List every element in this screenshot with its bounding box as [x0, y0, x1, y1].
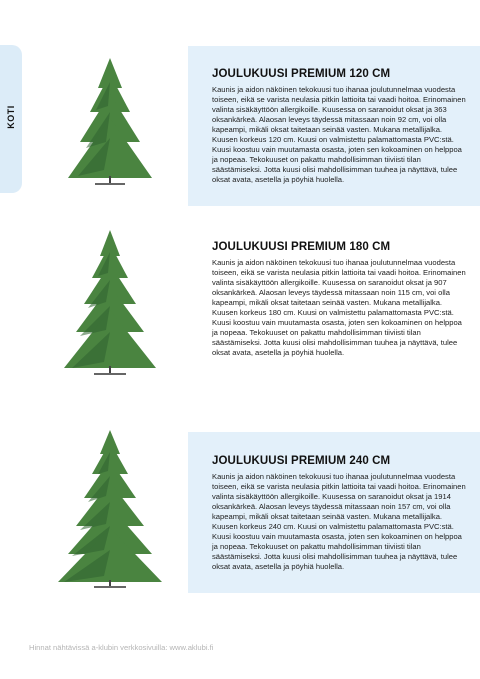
product-description-120: Kaunis ja aidon näköinen tekokuusi tuo ihanaa joulutunnelmaa vuodesta toiseen, eikä se varista neulasia pitkin lattioita tai vaadi hoitoa. Erinomainen valinta sisäkäyttöön allergikoille. Kuusessa on saranoidut oksat ja 363 oksankärkeä. Alaosan leveys täydessä mitassaan noin 92 cm, voi olla kapeampi, mikäli oksat taitetaan seinää vasten. Mukana metallijalka. Kuusen korkeus 120 cm. Kuusi on valmistettu palamattomasta PVC:stä. Kuusi koostuu vain muutamasta osasta, joten sen kokoaminen on helppoa ja nopeaa. Tekokuuset on pakattu mahdollisimman tiiviisti tilan säästämiseksi. Jotta kuusi olisi mahdollisimman tuuhea ja näyttävä, tulee oksat avata, asetella ja pöyhiä huolella.	[212, 85, 466, 184]
product-title-120: JOULUKUUSI PREMIUM 120 CM	[212, 68, 391, 80]
tree-180-image	[50, 228, 170, 378]
product-title-240: JOULUKUUSI PREMIUM 240 CM	[212, 455, 391, 467]
side-tab-label: KOTI	[6, 105, 16, 129]
product-title-180: JOULUKUUSI PREMIUM 180 CM	[212, 241, 391, 253]
product-description-180: Kaunis ja aidon näköinen tekokuusi tuo ihanaa joulutunnelmaa vuodesta toiseen, eikä se varista neulasia pitkin lattioita tai vaadi hoitoa. Erinomainen valinta sisäkäyttöön allergikoille. Kuusessa on saranoidut oksat ja 907 oksankärkeä. Alaosan leveys täydessä mitassaan noin 115 cm, voi olla kapeampi, mikäli oksat taitetaan seinää vasten. Mukana metallijalka. Kuusen korkeus 180 cm. Kuusi on valmistettu palamattomasta PVC:stä. Kuusi koostuu vain muutamasta osasta, joten sen kokoaminen on helppoa ja nopeaa. Tekokuuset on pakattu mahdollisimman tiiviisti tilan säästämiseksi. Jotta kuusi olisi mahdollisimman tuuhea ja näyttävä, tulee oksat avata, asetella ja pöyhiä huolella.	[212, 258, 466, 357]
tree-120-image	[50, 52, 170, 187]
product-description-240: Kaunis ja aidon näköinen tekokuusi tuo ihanaa joulutunnelmaa vuodesta toiseen, eikä se varista neulasia pitkin lattioita tai vaadi hoitoa. Erinomainen valinta sisäkäyttöön allergikoille. Kuusessa on saranoidut oksat ja 1914 oksankärkeä. Alaosan leveys täydessä mitassaan noin 157 cm, voi olla kapeampi, mikäli oksat taitetaan seinää vasten. Mukana metallijalka. Kuusen korkeus 240 cm. Kuusi on valmistettu palamattomasta PVC:stä. Kuusi koostuu vain muutamasta osasta, joten sen kokoaminen on helppoa ja nopeaa. Tekokuuset on pakattu mahdollisimman tiiviisti tilan säästämiseksi. Jotta kuusi olisi mahdollisimman tuuhea ja näyttävä, tulee oksat avata, asetella ja pöyhiä huolella.	[212, 472, 466, 571]
tree-240-image	[50, 428, 170, 590]
footer-note: Hinnat nähtävissä a-klubin verkkosivuilla: www.aklubi.fi	[29, 643, 214, 652]
